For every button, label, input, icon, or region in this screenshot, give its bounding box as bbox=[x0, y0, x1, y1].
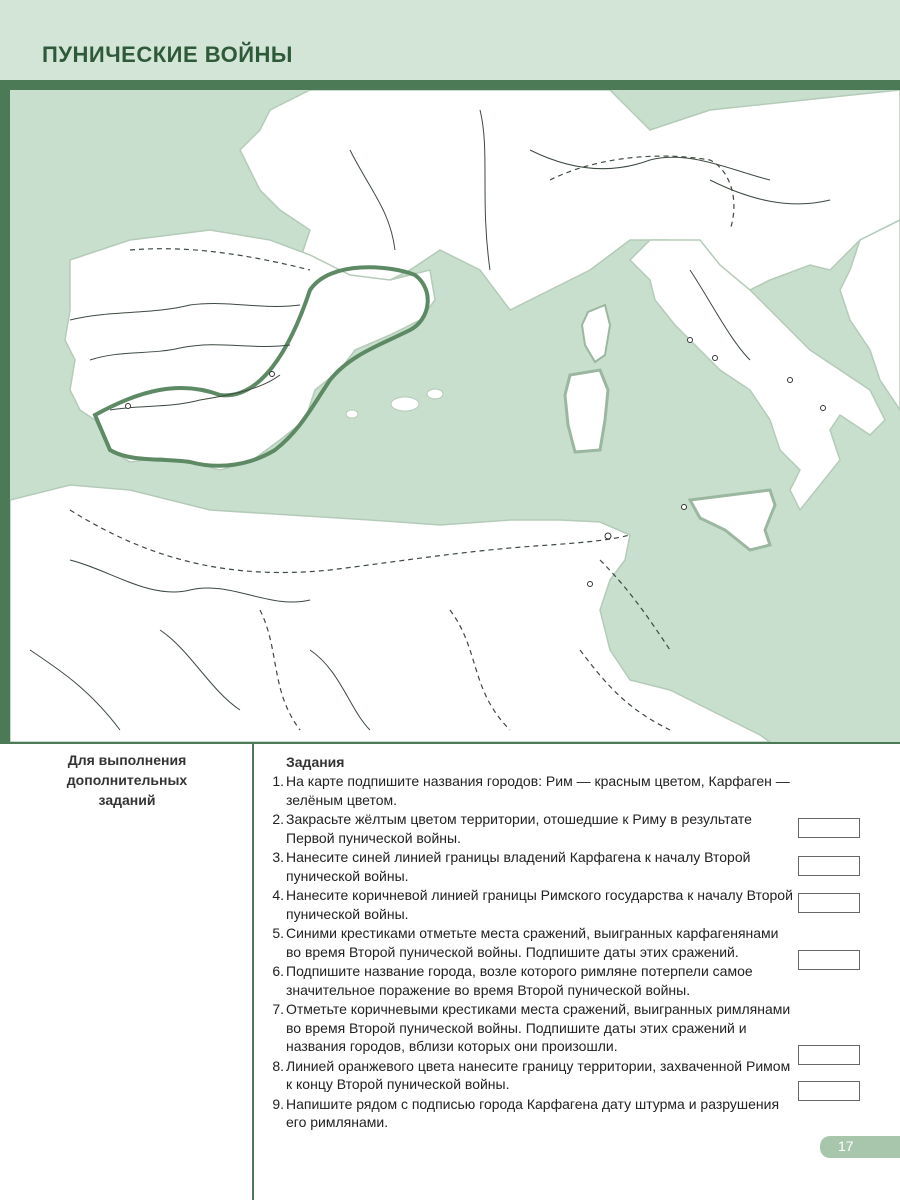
tasks-list bbox=[264, 752, 794, 1133]
task-text: Отметьте коричневыми крестиками места сражений, выигранных римлянами во время Второй пунической войны. Подпишите даты этих сражений и названия городов, вблизи которых они произошли. bbox=[286, 1001, 791, 1054]
task-text: Напишите рядом с подписью города Карфагена дату штурма и разрушения его римлянами. bbox=[286, 1095, 780, 1130]
answer-box[interactable] bbox=[798, 1081, 860, 1101]
land-balearic-3 bbox=[346, 410, 358, 418]
task-text: Линией оранжевого цвета нанесите границу территории, захваченной Римом к концу Второй пунической войны. bbox=[286, 1057, 791, 1092]
task-item bbox=[264, 1057, 794, 1094]
contour-map bbox=[10, 90, 900, 742]
task-item bbox=[264, 848, 794, 885]
task-item bbox=[264, 962, 794, 999]
task-text: Синими крестиками отметьте места сражений, выигранных карфагенянами во время Второй пунической войны. Подпишите даты этих сражений. bbox=[286, 925, 779, 960]
task-item bbox=[264, 924, 794, 961]
task-number: 3. bbox=[272, 849, 284, 865]
answer-box[interactable] bbox=[798, 893, 860, 913]
page-number: 17 bbox=[838, 1138, 854, 1154]
page-header bbox=[0, 0, 900, 80]
task-text: Нанесите синей линией границы владений Карфагена к началу Второй пунической войны. bbox=[286, 849, 751, 884]
task-text: Закрасьте жёлтым цветом территории, отошедшие к Риму в результате Первой пунической войны. bbox=[286, 811, 752, 846]
task-text: На карте подпишите названия городов: Рим — красным цветом, Карфаген — зелёным цветом. bbox=[286, 773, 790, 808]
task-item bbox=[264, 886, 794, 923]
task-number: 2. bbox=[272, 811, 284, 827]
header-divider bbox=[0, 80, 900, 90]
page-title: ПУНИЧЕСКИЕ ВОЙНЫ bbox=[42, 42, 293, 67]
task-number: 9. bbox=[272, 1095, 284, 1112]
task-item bbox=[264, 1095, 794, 1132]
task-item bbox=[264, 1000, 794, 1056]
task-text: Нанесите коричневой линией границы Римского государства к началу Второй пунической войны. bbox=[286, 887, 793, 922]
land-balearic-1 bbox=[391, 397, 419, 411]
task-item bbox=[264, 772, 794, 809]
task-item bbox=[264, 810, 794, 847]
task-number: 5. bbox=[272, 925, 284, 941]
land-balearic-2 bbox=[427, 389, 443, 399]
land-sardinia bbox=[565, 370, 608, 452]
tasks-heading: Задания bbox=[286, 754, 345, 770]
answer-box[interactable] bbox=[798, 856, 860, 876]
answer-box[interactable] bbox=[798, 950, 860, 970]
task-number: 6. bbox=[272, 963, 284, 979]
page-number-badge bbox=[820, 1136, 900, 1158]
answer-box[interactable] bbox=[798, 818, 860, 838]
task-number: 4. bbox=[272, 887, 284, 903]
task-text: Подпишите название города, возле которого римляне потерпели самое значительное поражение во время Второй пунической войны. bbox=[286, 963, 753, 998]
extra-tasks-area bbox=[0, 742, 254, 1200]
task-number: 1. bbox=[272, 773, 284, 789]
task-number: 8. bbox=[272, 1057, 284, 1074]
extra-tasks-label: Для выполнения дополнительных заданий bbox=[66, 752, 188, 808]
map-left-border bbox=[0, 80, 10, 744]
task-number: 7. bbox=[272, 1001, 284, 1017]
answer-box[interactable] bbox=[798, 1045, 860, 1065]
map-svg bbox=[10, 90, 900, 742]
